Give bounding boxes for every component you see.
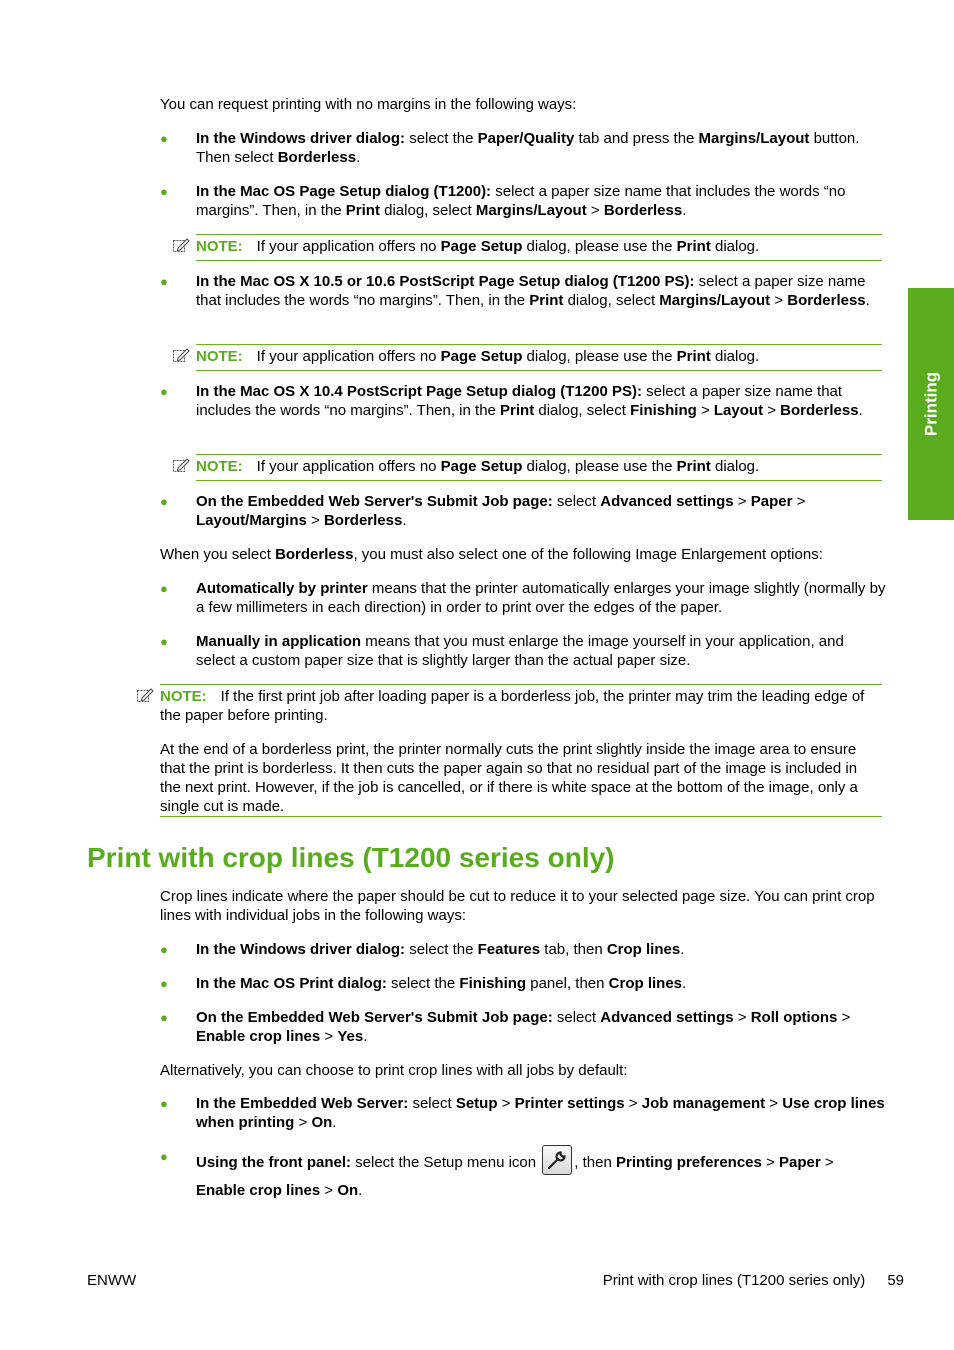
footer-left: ENWW	[87, 1272, 137, 1289]
list-item	[160, 974, 885, 993]
note-label: NOTE:	[196, 238, 243, 255]
list-item-text: Using the front panel: select the Setup menu icon , then Printing preferences > Paper > Enable crop lines > On.	[196, 1147, 886, 1205]
note-label: NOTE:	[196, 458, 243, 475]
note-label: NOTE:	[160, 688, 207, 705]
side-tab	[908, 288, 954, 520]
note-icon	[172, 347, 190, 363]
note-box: NOTE: If your application offers no Page Setup dialog, please use the Print dialog.	[196, 344, 882, 371]
bullet-icon: ●	[160, 942, 168, 957]
list-item	[160, 579, 885, 618]
list-item-text: In the Mac OS X 10.4 PostScript Page Setup dialog (T1200 PS): select a paper size name that includes the words “no margins”. Then, in the Print dialog, select Finishing > Layout > Borderless.	[196, 383, 863, 420]
note-box: NOTE: If your application offers no Page Setup dialog, please use the Print dialog.	[196, 454, 882, 481]
list-item	[160, 272, 885, 311]
list-item-text: Manually in application means that you must enlarge the image yourself in your application, and select a custom paper size that is slightly larger than the actual paper size.	[196, 633, 844, 670]
intro-paragraph: You can request printing with no margins in the following ways:	[160, 96, 577, 113]
bullet-icon: ●	[160, 494, 168, 509]
bullet-icon: ●	[160, 274, 168, 289]
list-item	[160, 632, 885, 671]
list-item-text: In the Embedded Web Server: select Setup > Printer settings > Job management > Use crop lines when printing > On.	[196, 1095, 885, 1132]
list-item-text: In the Windows driver dialog: select the Paper/Quality tab and press the Margins/Layout button. Then select Borderless.	[196, 130, 860, 167]
footer-title: Print with crop lines (T1200 series only)	[602, 1272, 866, 1289]
list-item-text: In the Mac OS Print dialog: select the Finishing panel, then Crop lines.	[196, 975, 687, 992]
bullet-icon: ●	[160, 131, 168, 146]
enlargement-paragraph: When you select Borderless, you must also select one of the following Image Enlargement options:	[160, 546, 823, 563]
setup-wrench-icon	[542, 1145, 572, 1175]
note-label: NOTE:	[196, 348, 243, 365]
note-box: NOTE: If your application offers no Page Setup dialog, please use the Print dialog.	[196, 234, 882, 261]
note-icon	[136, 687, 154, 703]
list-item	[160, 129, 885, 168]
list-item	[160, 1147, 885, 1205]
bullet-icon: ●	[160, 384, 168, 399]
alternative-paragraph: Alternatively, you can choose to print crop lines with all jobs by default:	[160, 1062, 628, 1079]
list-item	[160, 940, 885, 959]
list-item-text: Automatically by printer means that the printer automatically enlarges your image slightly (normally by a few millimeters in each direction) in order to print over the edges of the paper.	[196, 580, 886, 617]
list-item-text: On the Embedded Web Server's Submit Job page: select Advanced settings > Paper > Layout/Margins > Borderless.	[196, 493, 806, 530]
bullet-icon: ●	[160, 1010, 168, 1025]
crop-intro-paragraph: Crop lines indicate where the paper should be cut to reduce it to your selected page size. You can print crop lines with individual jobs in the following ways:	[160, 888, 875, 925]
bullet-icon: ●	[160, 184, 168, 199]
list-item	[160, 1094, 885, 1133]
page-number: 59	[887, 1272, 904, 1289]
list-item	[160, 182, 885, 221]
list-item-text: In the Mac OS Page Setup dialog (T1200): select a paper size name that includes the words “no margins”. Then, in the Print dialog, select Margins/Layout > Borderless.	[196, 183, 846, 220]
note-icon	[172, 457, 190, 473]
section-heading: Print with crop lines (T1200 series only)	[87, 842, 615, 873]
list-item-text: In the Mac OS X 10.5 or 10.6 PostScript Page Setup dialog (T1200 PS): select a paper size name that includes the words “no margins”. Then, in the Print dialog, select Margins/Layout > Borderless.	[196, 273, 870, 310]
note-box	[160, 684, 882, 817]
list-item	[160, 1008, 885, 1047]
bullet-icon: ●	[160, 634, 168, 649]
note-text: NOTE: If the first print job after loading paper is a borderless job, the printer may trim the leading edge of the paper before printing.	[160, 688, 865, 725]
note-paragraph: At the end of a borderless print, the printer normally cuts the print slightly inside the image area to ensure that the print is borderless. It then cuts the paper again so that no residual part of the image is included in the next print. However, if the job is cancelled, or if there is white space at the bottom of the image, only a single cut is made.	[160, 740, 858, 816]
note-icon	[172, 237, 190, 253]
bullet-icon: ●	[160, 581, 168, 596]
list-item-text: On the Embedded Web Server's Submit Job page: select Advanced settings > Roll options > Enable crop lines > Yes.	[196, 1009, 851, 1046]
list-item-text: In the Windows driver dialog: select the Features tab, then Crop lines.	[196, 941, 685, 958]
bullet-icon: ●	[160, 1149, 168, 1164]
bullet-icon: ●	[160, 976, 168, 991]
bullet-icon: ●	[160, 1096, 168, 1111]
footer-right	[603, 1271, 904, 1290]
list-item	[160, 382, 885, 421]
side-tab-label: Printing	[921, 371, 941, 437]
list-item	[160, 492, 885, 531]
